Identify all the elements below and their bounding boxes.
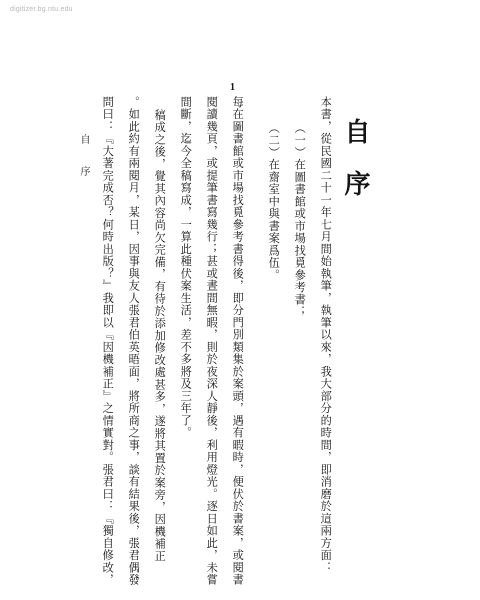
watermark: digitizer.bg.ntu.edu xyxy=(10,6,73,13)
text-column-8: 。如此約有兩閱月，某日，因事與友人張君伯英晤面，將所商之事，談有結果後，張君偶發 xyxy=(127,96,141,586)
text-column-3: （二）在齋室中與書案爲伍。 xyxy=(267,122,281,282)
preface-title: 自序 xyxy=(340,118,370,222)
text-column-9: 問曰：『大著完成否？何時出版？』我即以『因機補正』之情實對。張君曰：『獨自修改， xyxy=(101,96,115,586)
running-head: 自序 xyxy=(78,134,89,198)
text-column-6: 間斷，迄今全稿寫成，一算此種伏案生活，差不多將及三年了。 xyxy=(179,96,193,439)
text-column-1: 本書，從民國二十一年七月間始執筆，執筆以來，我大部分的時間，即消磨於這兩方面： xyxy=(319,96,333,574)
text-column-2: （一）在圖書館或市場找覓參考書； xyxy=(293,122,307,318)
text-column-4: 每在圖書館或市場找覓參考書得後，即分門別類集於案頭，遇有暇時，便伏於書案，或閱書 xyxy=(231,96,245,586)
text-column-7: 稿成之後，覺其內容尚欠完備，有待於添加修改處甚多，遂將其置於案旁，因機補正 xyxy=(153,109,167,563)
text-column-5: 閱讀幾頁，或提筆書寫幾行；甚或晝間無暇，則於夜深人靜後，利用燈光。逐日如此，未嘗 xyxy=(205,96,219,586)
page-number: 1 xyxy=(230,82,235,93)
